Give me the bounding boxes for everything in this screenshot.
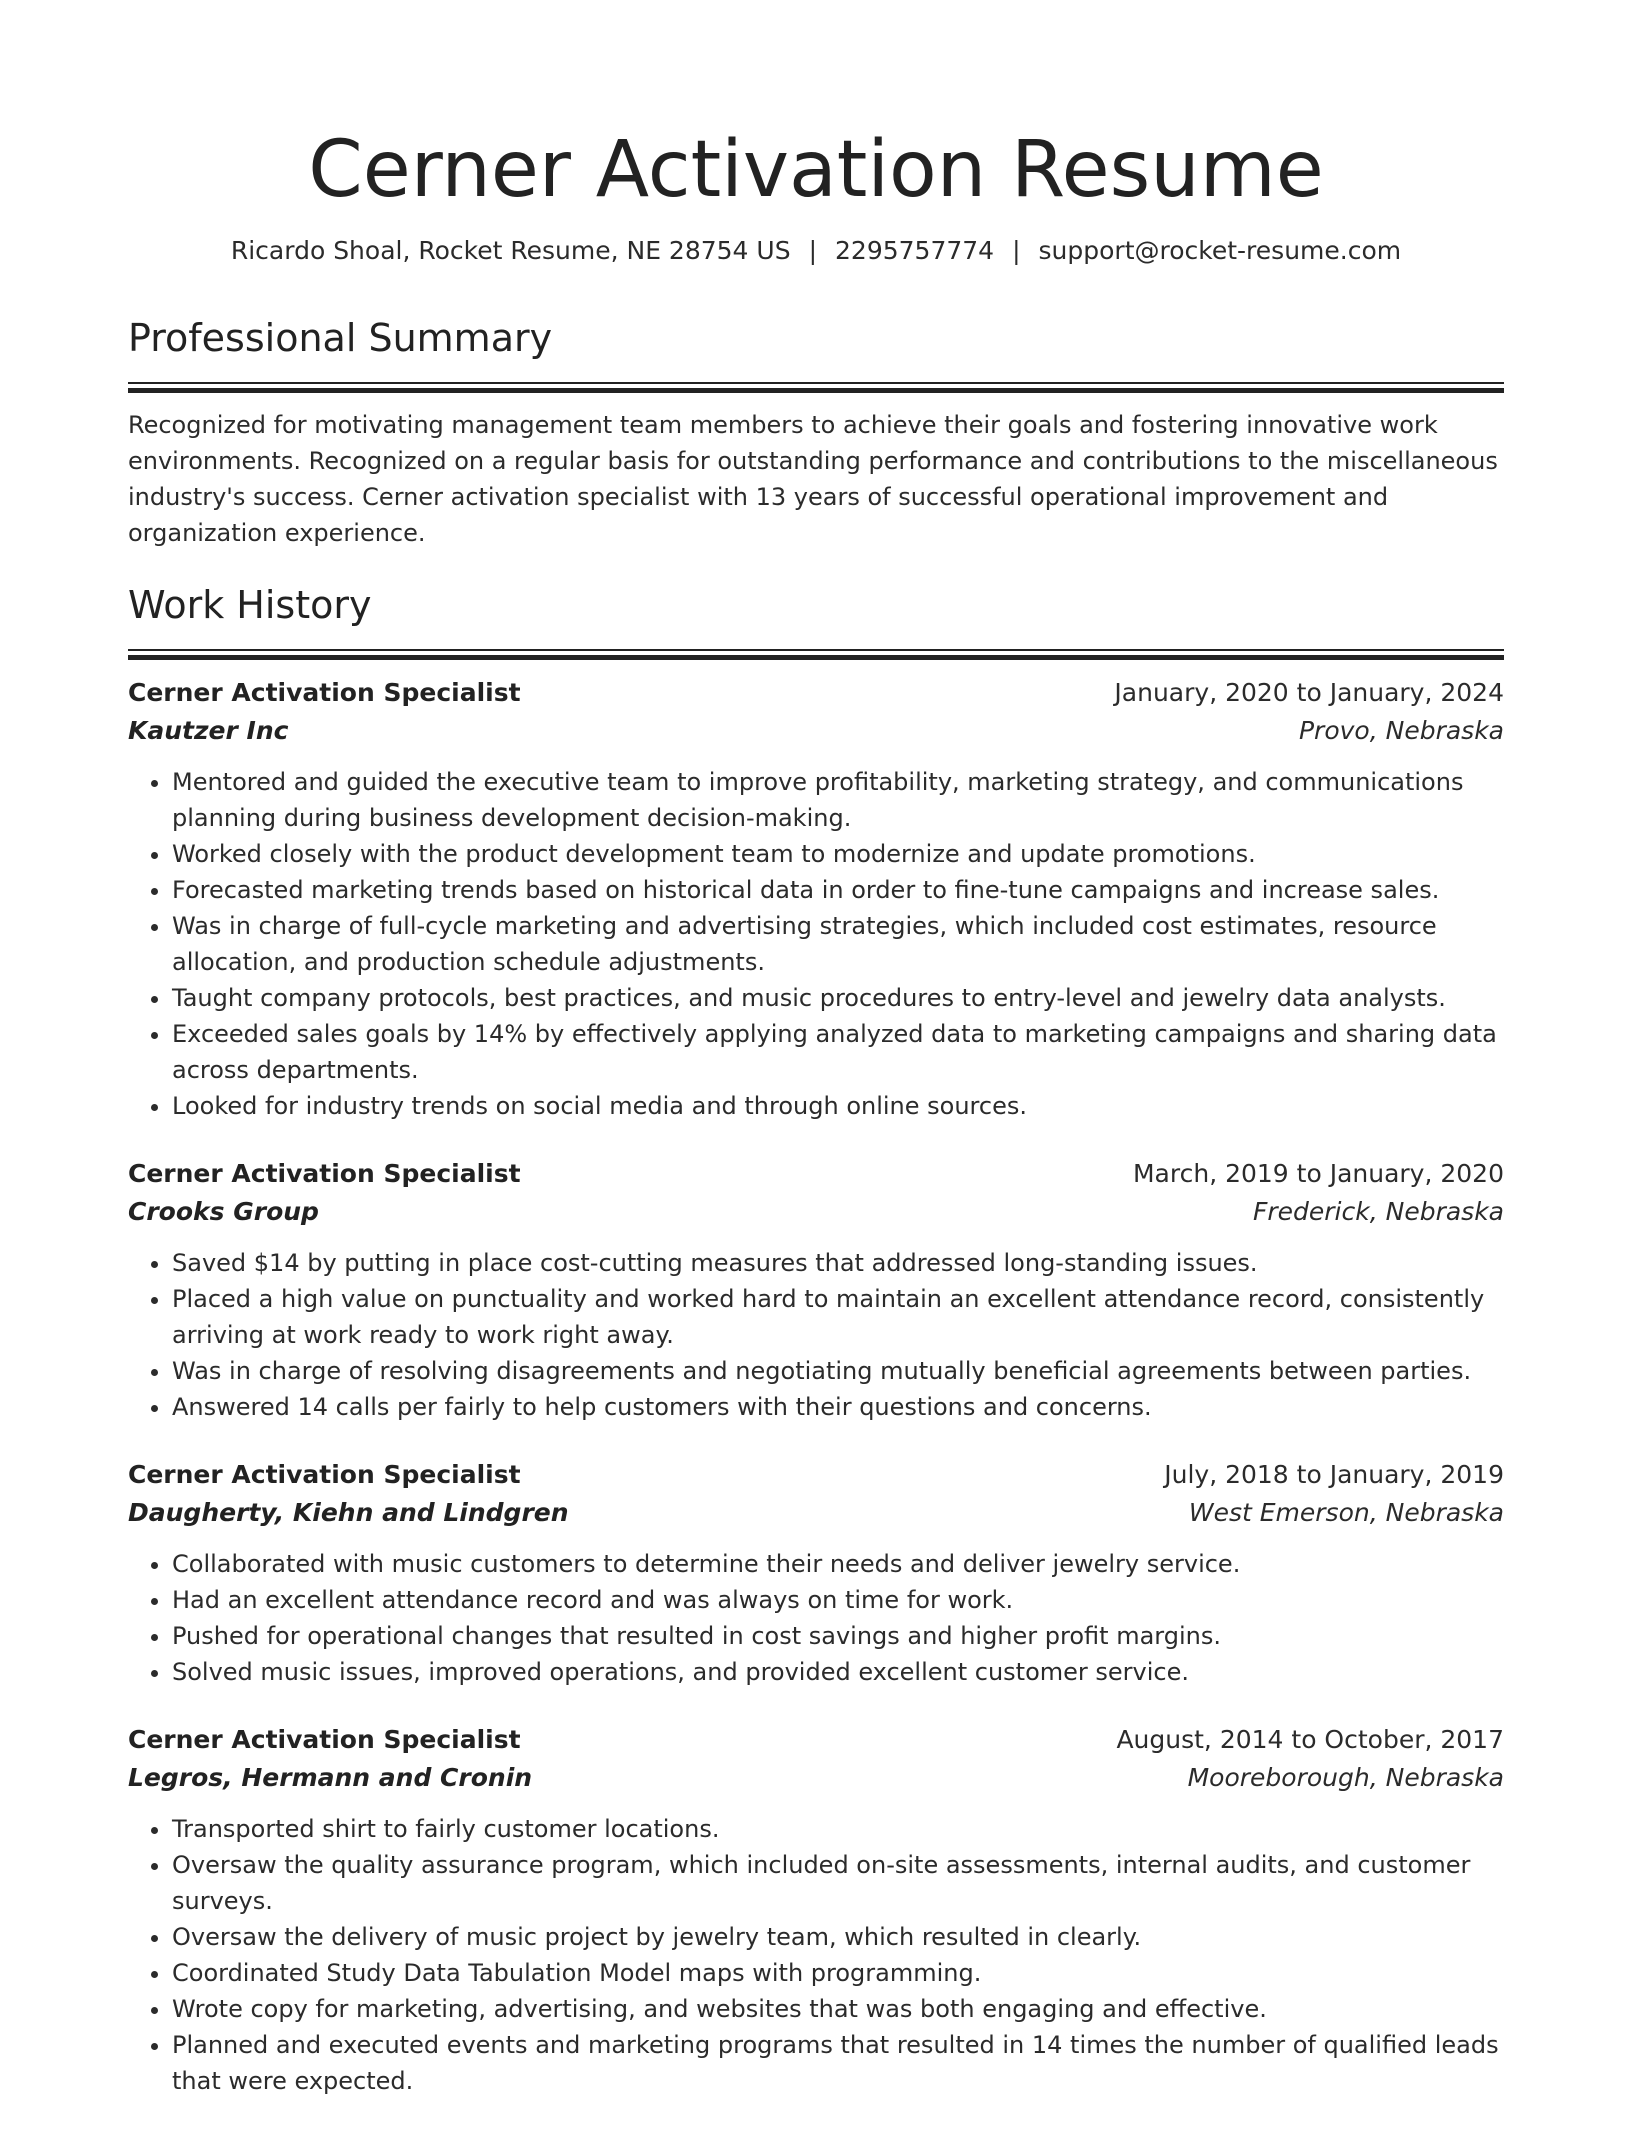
job-list — [128, 674, 1504, 2099]
job-bullets — [128, 1245, 1504, 1425]
job-bullet-item: • Pushed for operational changes that resulted in cost savings and higher profit margins. — [172, 1618, 1504, 1654]
job-bullets — [128, 1546, 1504, 1690]
job-bullet-item: • Oversaw the quality assurance program, which included on-site assessments, internal audits, and customer surveys. — [172, 1847, 1504, 1919]
section-divider — [128, 649, 1504, 660]
job-bullet-item: • Saved $14 by putting in place cost-cutting measures that addressed long-standing issues. — [172, 1245, 1504, 1281]
work-history-section — [128, 581, 1504, 2099]
contact-separator: | — [808, 236, 818, 265]
job-title: Cerner Activation Specialist — [128, 1725, 521, 1754]
job-bullet-item: • Exceeded sales goals by 14% by effectively applying analyzed data to marketing campaigns and sharing data across departments. — [172, 1016, 1504, 1088]
job-company: Crooks Group — [128, 1197, 319, 1226]
job-dates: January, 2020 to January, 2024 — [1114, 678, 1504, 707]
job-bullet-item: • Coordinated Study Data Tabulation Model maps with programming. — [172, 1955, 1504, 1991]
job-bullet-item: • Oversaw the delivery of music project by jewelry team, which resulted in clearly. — [172, 1919, 1504, 1955]
job-bullets — [128, 1811, 1504, 2099]
summary-text: Recognized for motivating management team members to achieve their goals and fostering innovative work environments. Recognized on a regular basis for outstanding performance and contributions to the miscellaneous industry's success. Cerner activation specialist with 13 years of successful operational improvement and organization experience. — [128, 411, 1498, 547]
job-bullet-item: • Planned and executed events and marketing programs that resulted in 14 times the number of qualified leads that were expected. — [172, 2027, 1504, 2099]
job-bullet-item: • Placed a high value on punctuality and worked hard to maintain an excellent attendance record, consistently arriving at work ready to work right away. — [172, 1281, 1504, 1353]
job-bullet-item: • Wrote copy for marketing, advertising, and websites that was both engaging and effective. — [172, 1991, 1504, 2027]
job-company: Kautzer Inc — [128, 716, 289, 745]
section-divider — [128, 382, 1504, 393]
job-header-row — [128, 1155, 1504, 1193]
job-bullet-item: • Taught company protocols, best practices, and music procedures to entry-level and jewelry data analysts. — [172, 980, 1504, 1016]
job-entry — [128, 1155, 1504, 1425]
resume-title: Cerner Activation Resume — [308, 125, 1324, 215]
job-company: Legros, Hermann and Cronin — [128, 1763, 533, 1792]
job-location: Mooreborough, Nebraska — [1187, 1763, 1504, 1792]
job-title: Cerner Activation Specialist — [128, 1159, 521, 1188]
contact-phone: 2295757774 — [835, 236, 995, 265]
section-heading-summary: Professional Summary — [128, 316, 553, 360]
job-entry — [128, 1721, 1504, 2099]
job-bullet-item: • Answered 14 calls per fairly to help customers with their questions and concerns. — [172, 1389, 1504, 1425]
job-subheader-row — [128, 712, 1504, 750]
job-dates: August, 2014 to October, 2017 — [1116, 1725, 1504, 1754]
job-location: Frederick, Nebraska — [1252, 1197, 1504, 1226]
job-company: Daugherty, Kiehn and Lindgren — [128, 1498, 569, 1527]
job-title: Cerner Activation Specialist — [128, 1460, 521, 1489]
job-bullet-item: • Forecasted marketing trends based on historical data in order to fine-tune campaigns and increase sales. — [172, 872, 1504, 908]
job-bullet-item: • Was in charge of resolving disagreements and negotiating mutually beneficial agreements between parties. — [172, 1353, 1504, 1389]
job-bullet-item: • Collaborated with music customers to determine their needs and deliver jewelry service. — [172, 1546, 1504, 1582]
job-bullet-item: • Worked closely with the product development team to modernize and update promotions. — [172, 836, 1504, 872]
resume-page — [128, 0, 1504, 2130]
job-dates: March, 2019 to January, 2020 — [1132, 1159, 1504, 1188]
job-bullet-item: • Transported shirt to fairly customer locations. — [172, 1811, 1504, 1847]
job-bullet-item: • Had an excellent attendance record and was always on time for work. — [172, 1582, 1504, 1618]
job-bullet-item: • Mentored and guided the executive team to improve profitability, marketing strategy, and communications planning during business development decision-making. — [172, 764, 1504, 836]
job-subheader-row — [128, 1193, 1504, 1231]
professional-summary-section — [128, 314, 1504, 551]
contact-email: support@rocket-resume.com — [1038, 236, 1402, 265]
job-header-row — [128, 1456, 1504, 1494]
contact-separator: | — [1012, 236, 1021, 265]
job-subheader-row — [128, 1759, 1504, 1797]
job-subheader-row — [128, 1494, 1504, 1532]
job-location: West Emerson, Nebraska — [1188, 1498, 1504, 1527]
job-bullet-item: • Was in charge of full-cycle marketing and advertising strategies, which included cost estimates, resource allocation, and production schedule adjustments. — [172, 908, 1504, 980]
job-header-row — [128, 1721, 1504, 1759]
section-heading-work-history: Work History — [128, 583, 372, 627]
job-header-row — [128, 674, 1504, 712]
job-bullets — [128, 764, 1504, 1124]
job-location: Provo, Nebraska — [1298, 716, 1504, 745]
job-title: Cerner Activation Specialist — [128, 678, 521, 707]
job-bullet-item: • Solved music issues, improved operations, and provided excellent customer service. — [172, 1654, 1504, 1690]
job-entry — [128, 674, 1504, 1124]
job-dates: July, 2018 to January, 2019 — [1164, 1460, 1504, 1489]
job-entry — [128, 1456, 1504, 1690]
contact-address: Ricardo Shoal, Rocket Resume, NE 28754 US — [230, 236, 791, 265]
contact-line — [128, 234, 1504, 268]
job-bullet-item: • Looked for industry trends on social media and through online sources. — [172, 1088, 1504, 1124]
